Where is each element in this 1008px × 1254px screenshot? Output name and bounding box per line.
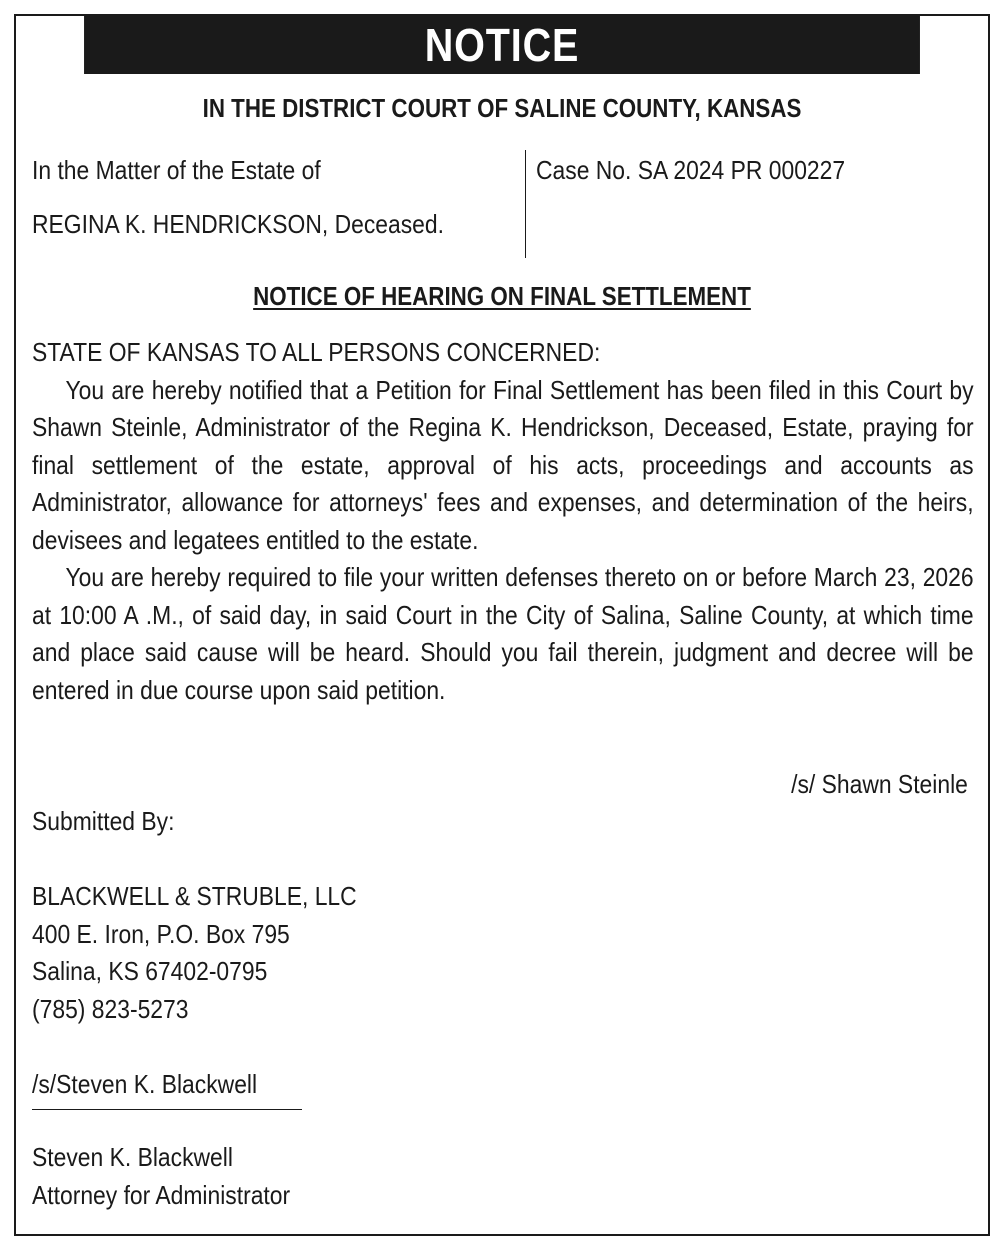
case-caption-right [536,154,976,186]
case-number: Case No. SA 2024 PR 000227 [536,155,846,185]
submitted-by-label: Submitted By: [32,806,175,836]
attorney-name: Steven K. Blackwell [32,1142,233,1172]
submission-block [32,803,632,1214]
notice-banner: NOTICE [84,16,920,74]
firm-phone: (785) 823-5273 [32,993,189,1024]
paragraph-petition: You are hereby notified that a Petition for Final Settlement has been filed in this Court by Shawn Steinle, Administrator of the Regina K. Hendrickson, Deceased, Estate, praying for final settlement of the estate, approval of his acts, proceedings and accounts as Administrator, allowance for attorneys' fees and expenses, and determination of the heirs, devisees and legatees entitled to the estate. [32,374,974,555]
legal-notice [14,14,990,1236]
firm-name: BLACKWELL & STRUBLE, LLC [32,881,357,911]
decedent-line: REGINA K. HENDRICKSON, Deceased. [32,209,444,239]
firm-address-line-2: Salina, KS 67402-0795 [32,956,268,986]
notice-heading [84,280,920,312]
matter-line: In the Matter of the Estate of [32,155,321,185]
salutation: STATE OF KANSAS TO ALL PERSONS CONCERNED: [32,337,601,367]
paragraph-hearing: You are hereby required to file your written defenses thereto on or before March 23, 2026 at 10:00 A .M., of said day, in said Court in the City of Salina, Saline County, at which time and place said cause will be heard. Should you fail therein, judgment and decree will be entered in due course upon said petition. [32,562,974,705]
caption-divider [525,150,526,258]
notice-body [32,334,974,709]
court-title: IN THE DISTRICT COURT OF SALINE COUNTY, KANSAS [202,93,802,123]
firm-address-line-1: 400 E. Iron, P.O. Box 795 [32,918,290,949]
attorney-signature: /s/Steven K. Blackwell [32,1068,258,1099]
attorney-title: Attorney for Administrator [32,1179,291,1210]
administrator-signature: /s/ Shawn Steinle [791,769,968,799]
case-caption-left [32,154,522,240]
notice-heading-text: NOTICE OF HEARING ON FINAL SETTLEMENT [253,281,751,311]
